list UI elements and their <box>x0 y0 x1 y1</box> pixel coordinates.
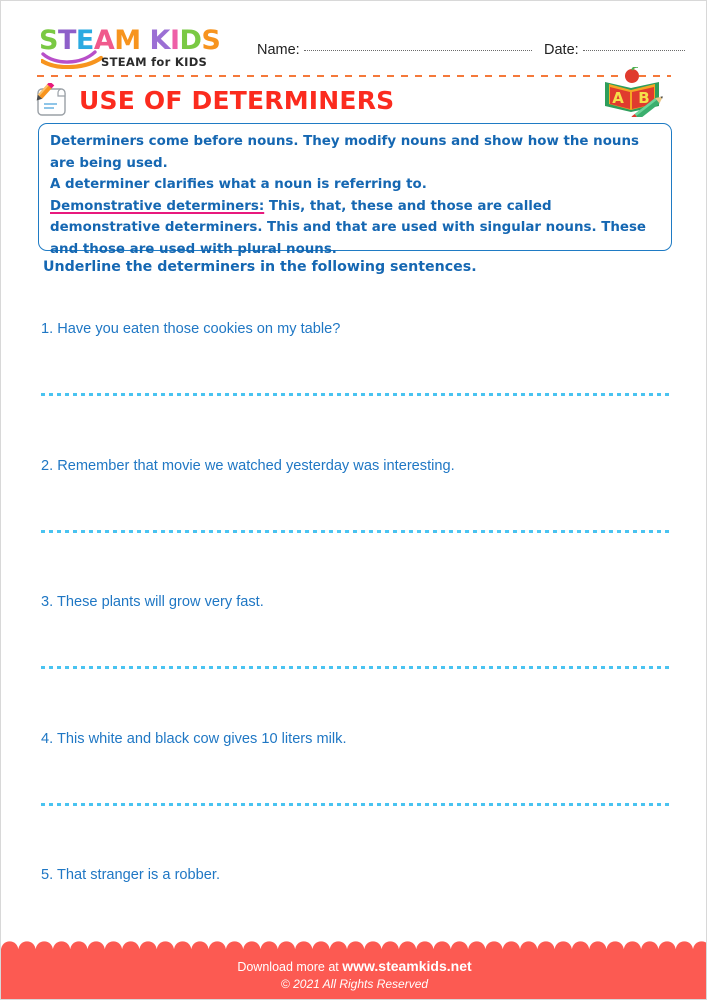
info-box <box>38 123 672 257</box>
logo-letter-7: I <box>169 25 180 56</box>
logo-letter-2: E <box>75 25 94 56</box>
svg-text:B: B <box>638 89 650 107</box>
footer-copyright: © 2021 All Rights Reserved <box>280 977 429 991</box>
question-2: 2. Remember that movie we watched yesterday was interesting. <box>41 458 455 474</box>
date-label: Date: <box>544 42 579 58</box>
abc-book-icon <box>601 67 663 117</box>
steam-kids-logo[interactable] <box>39 25 229 69</box>
question-4: 4. This white and black cow gives 10 liters milk. <box>41 731 347 747</box>
svg-text:A: A <box>612 89 624 107</box>
logo-tagline: STEAM for KIDS <box>101 55 208 69</box>
pencil-document-icon <box>35 83 71 119</box>
info-line-2: are being used. <box>50 155 168 171</box>
footer-download-prefix: Download more at <box>237 960 343 974</box>
logo-letter-1: T <box>57 25 76 56</box>
page-footer <box>1 937 707 999</box>
logo-letter-9: S <box>201 25 221 56</box>
logo-letter-4: M <box>114 25 141 56</box>
info-line-5: demonstrative determiners. This and that are used with singular nouns. These <box>50 220 646 235</box>
date-input-line[interactable] <box>583 41 685 51</box>
question-1: 1. Have you eaten those cookies on my table? <box>41 321 341 337</box>
logo-letter-6: K <box>149 25 170 56</box>
demonstrative-heading: Demonstrative determiners: <box>50 198 265 214</box>
name-input-line[interactable] <box>304 41 532 51</box>
logo-letter-3: A <box>93 25 115 56</box>
answer-line-3[interactable] <box>41 666 671 669</box>
info-line-3: A determiner clarifies what a noun is referring to. <box>50 177 427 192</box>
instruction-text: Underline the determiners in the following sentences. <box>43 259 477 275</box>
footer-site-link[interactable]: www.steamkids.net <box>342 958 472 974</box>
question-5: 5. That stranger is a robber. <box>41 867 221 883</box>
name-label: Name: <box>257 42 300 58</box>
date-field[interactable] <box>544 41 685 58</box>
logo-letter-8: D <box>179 25 202 56</box>
demo-line-1: This, that, these and those are called <box>264 198 552 214</box>
info-line-6: and those are used with plural nouns. <box>50 241 337 257</box>
footer-download-line <box>1 958 707 974</box>
answer-line-1[interactable] <box>41 393 671 396</box>
page-title: USE OF DETERMINERS <box>79 86 395 115</box>
header-divider <box>37 75 671 77</box>
footer-body <box>1 949 707 999</box>
question-3: 3. These plants will grow very fast. <box>41 594 264 610</box>
name-field[interactable] <box>257 41 532 58</box>
logo-letter-5 <box>141 27 150 54</box>
answer-line-4[interactable] <box>41 803 671 806</box>
info-line-1: Determiners come before nouns. They modify nouns and show how the nouns <box>50 134 639 149</box>
answer-line-2[interactable] <box>41 530 671 533</box>
info-line-4 <box>50 196 660 218</box>
logo-letter-0: S <box>39 25 58 56</box>
page-header <box>1 1 707 75</box>
